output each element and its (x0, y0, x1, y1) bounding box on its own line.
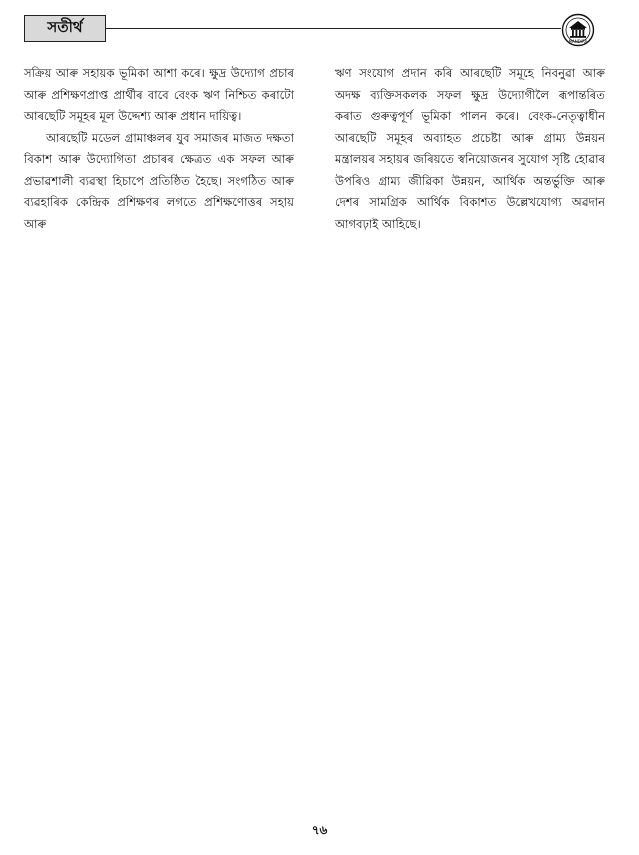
left-paragraph-2: আৰছেটি মডেল গ্ৰামাঞ্চলৰ যুব সমাজৰ মাজত দক্ষতা বিকাশ আৰু উদ্যোগিতা প্ৰচাৰৰ ক্ষেত্ৰত এক সফল আৰু প্ৰভাৱশালী ব্যৱস্থা হিচাপে প্ৰতিষ্ঠিত হৈছে। সংগঠিত আৰু ব্যৱহাৰিক কেন্দ্ৰিক প্ৰশিক্ষণৰ লগতে প্ৰশিক্ষণোত্তৰ সহায় আৰু (24, 130, 294, 231)
header-title: সতীৰ্থ (24, 15, 106, 42)
emblem-label: MANDIRA (568, 39, 588, 44)
emblem-icon (561, 13, 595, 47)
right-column (335, 63, 605, 235)
header-rule (106, 28, 561, 29)
page-number: ৭৬ (311, 823, 328, 837)
left-column (24, 63, 294, 235)
right-paragraph-1: ঋণ সংযোগ প্ৰদান কৰি আৰছেটি সমূহে নিবনুৱা আৰু অদক্ষ ব্যক্তিসকলক সফল ক্ষুদ্ৰ উদ্যোগীলৈ ৰূপান্তৰিত কৰাত গুৰুত্বপূৰ্ণ ভূমিকা পালন কৰে। বেংক-নেতৃত্বাধীন আৰছেটি সমূহৰ অব্যাহত প্ৰচেষ্টা আৰু গ্ৰাম্য উন্নয়ন মন্ত্ৰালয়ৰ সহায়ৰ জৰিয়তে স্বনিয়োজনৰ সুযোগ সৃষ্টি হোৱাৰ উপৰিও গ্ৰাম্য জীৱিকা উন্নয়ন, আৰ্থিক অন্তৰ্ভুক্তি আৰু দেশৰ সামগ্ৰিক আৰ্থিক বিকাশত উল্লেখযোগ্য অৱদান আগবঢ়াই আহিছে। (335, 66, 605, 231)
left-paragraph-1: সক্রিয় আৰু সহায়ক ভূমিকা আশা কৰে। ক্ষুদ্ৰ উদ্যোগ প্ৰচাৰ আৰু প্ৰশিক্ষণপ্ৰাপ্ত প্ৰাৰ্থীৰ বাবে বেংক ঋণ নিশ্চিত কৰাটো আৰছেটি সমূহৰ মূল উদ্দেশ্য আৰু প্ৰধান দায়িত্ব। (24, 66, 294, 123)
